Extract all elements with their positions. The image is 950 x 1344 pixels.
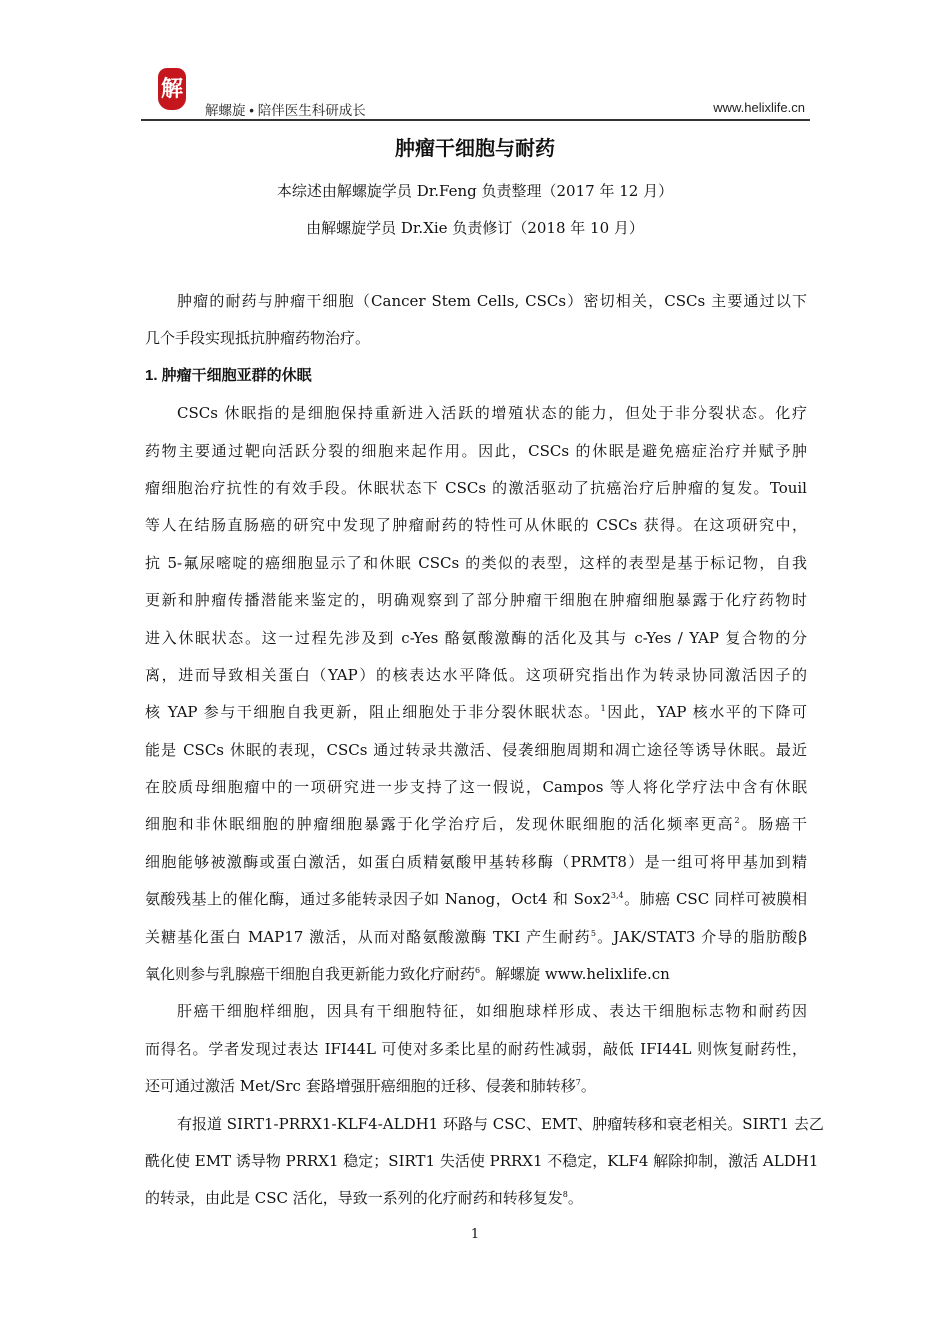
text-line xyxy=(145,627,807,664)
text-line xyxy=(145,963,807,1000)
text-segment: 药物主要通过靶向活跃分裂的细胞来起作用。因此，CSCs 的休眠是避免癌症治疗并赋予肿 xyxy=(145,441,807,460)
text-segment: 。 xyxy=(567,1189,583,1208)
text-line xyxy=(145,1187,807,1224)
text-line xyxy=(145,739,807,776)
text-segment: 。 xyxy=(580,1077,596,1096)
text-segment: 。肺癌 CSC 同样可被膜相 xyxy=(623,890,807,909)
text-segment: 的转录，由此是 CSC 活化，导致一系列的化疗耐药和转移复发 xyxy=(145,1189,563,1208)
text-line xyxy=(145,402,807,439)
text-segment: 抗 5-氟尿嘧啶的癌细胞显示了和休眠 CSCs 的类似的表型，这样的表型是基于标记物，自我 xyxy=(145,553,807,572)
subtitle-reviser: 由解螺旋学员 Dr.Xie 负责修订（2018 年 10 月） xyxy=(306,219,644,237)
citation-superscript: 5 xyxy=(590,928,596,938)
text-segment: 1. 肿瘤干细胞亚群的休眠 xyxy=(145,366,312,384)
text-line xyxy=(145,888,807,925)
helix-logo-seal xyxy=(158,68,186,110)
text-line xyxy=(145,589,807,626)
text-segment: 氧化则参与乳腺癌干细胞自我更新能力致化疗耐药 xyxy=(145,965,476,984)
text-line xyxy=(145,514,807,551)
text-segment: 肿瘤的耐药与肿瘤干细胞（Cancer Stem Cells, CSCs）密切相关，CSCs 主要通过以下 xyxy=(177,292,807,310)
citation-superscript: 3,4 xyxy=(610,891,624,901)
text-line xyxy=(145,1075,807,1112)
header-divider xyxy=(141,119,810,121)
text-segment: 能是 CSCs 休眠的表现，CSCs 通过转录共激活、侵袭细胞周期和凋亡途径等诱导休眠。最近 xyxy=(145,740,807,759)
text-segment: 在胶质母细胞瘤中的一项研究进一步支持了这一假说，Campos 等人将化学疗法中含有休眠 xyxy=(145,778,807,797)
text-segment: 酰化使 EMT 诱导物 PRRX1 稳定；SIRT1 失活使 PRRX1 不稳定，KLF4 解除抑制，激活 ALDH1 xyxy=(145,1151,819,1170)
text-line xyxy=(145,1113,824,1150)
text-segment: 细胞能够被激酶或蛋白激活，如蛋白质精氨酸甲基转移酶（PRMT8）是一组可将甲基加到精 xyxy=(145,852,807,871)
document-body xyxy=(145,290,824,1225)
text-line xyxy=(145,926,807,963)
text-line xyxy=(145,552,807,589)
text-segment: 瘤细胞治疗抗性的有效手段。休眠状态下 CSCs 的激活驱动了抗癌治疗后肿瘤的复发。Touil xyxy=(145,478,807,497)
text-segment: 关糖基化蛋白 MAP17 激活，从而对酪氨酸激酶 TKI 产生耐药 xyxy=(145,927,591,946)
text-segment: 因此，YAP 核水平的下降可 xyxy=(605,703,808,722)
text-line xyxy=(145,327,807,364)
text-line xyxy=(145,440,807,477)
text-segment: 等人在结肠直肠癌的研究中发现了肿瘤耐药的特性可从休眠的 CSCs 获得。在这项研究中， xyxy=(145,516,807,535)
text-segment: 。解螺旋 www.helixlife.cn xyxy=(480,965,670,984)
citation-superscript: 1 xyxy=(600,704,606,714)
page-number: 1 xyxy=(470,1227,480,1242)
document-title: 肿瘤干细胞与耐药 xyxy=(395,138,555,160)
text-line xyxy=(145,851,807,888)
section-heading xyxy=(145,365,807,402)
text-line xyxy=(145,1150,819,1187)
text-line xyxy=(145,365,807,402)
logo-glyph: 解 xyxy=(160,76,183,102)
text-line xyxy=(145,701,807,738)
text-segment: 氨酸残基上的催化酶，通过多能转录因子如 Nanog，Oct4 和 Sox2 xyxy=(145,890,611,909)
text-segment: 有报道 SIRT1-PRRX1-KLF4-ALDH1 环路与 CSC、EMT、肿瘤转移和衰老相关。SIRT1 去乙 xyxy=(177,1114,824,1133)
text-line xyxy=(145,664,807,701)
text-segment: 几个手段实现抵抗肿瘤药物治疗。 xyxy=(145,329,371,348)
text-segment: 而得名。学者发现过表达 IFI44L 可使对多柔比星的耐药性减弱，敲低 IFI44L 则恢复耐药性， xyxy=(145,1039,807,1058)
subtitle-compiler: 本综述由解螺旋学员 Dr.Feng 负责整理（2017 年 12 月） xyxy=(276,182,674,200)
text-line xyxy=(145,290,807,327)
text-segment: 。肠癌干 xyxy=(739,815,807,834)
citation-superscript: 7 xyxy=(575,1078,581,1088)
paragraph xyxy=(145,290,807,365)
citation-superscript: 6 xyxy=(475,966,481,976)
text-segment: 肝癌干细胞样细胞，因具有干细胞特征，如细胞球样形成、表达干细胞标志物和耐药因 xyxy=(177,1002,807,1021)
text-line xyxy=(145,1038,807,1075)
paragraph xyxy=(145,402,807,1000)
text-segment: 。JAK/STAT3 介导的脂肪酸β xyxy=(595,927,807,946)
text-segment: 离，进而导致相关蛋白（YAP）的核表达水平降低。这项研究指出作为转录协同激活因子的 xyxy=(145,665,807,684)
paragraph xyxy=(145,1113,824,1225)
text-segment: 进入休眠状态。这一过程先涉及到 c-Yes 酪氨酸激酶的活化及其与 c-Yes / YAP 复合物的分 xyxy=(145,628,807,647)
header-url: www.helixlife.cn xyxy=(713,100,805,115)
text-segment: 还可通过激活 Met/Src 套路增强肝癌细胞的迁移、侵袭和肺转移 xyxy=(145,1077,576,1096)
brand-slogan: 解螺旋 • 陪伴医生科研成长 xyxy=(205,103,366,118)
text-line xyxy=(145,477,807,514)
text-line xyxy=(145,776,807,813)
citation-superscript: 8 xyxy=(562,1190,568,1200)
text-segment: CSCs 休眠指的是细胞保持重新进入活跃的增殖状态的能力，但处于非分裂状态。化疗 xyxy=(177,404,807,423)
paragraph xyxy=(145,1000,807,1112)
text-segment: 核 YAP 参与干细胞自我更新，阻止细胞处于非分裂休眠状态。 xyxy=(145,703,601,722)
text-segment: 细胞和非休眠细胞的肿瘤细胞暴露于化学治疗后，发现休眠细胞的活化频率更高 xyxy=(145,815,735,834)
text-line xyxy=(145,813,807,850)
text-line xyxy=(145,1000,807,1037)
text-segment: 更新和肿瘤传播潜能来鉴定的，明确观察到了部分肿瘤干细胞在肿瘤细胞暴露于化疗药物时 xyxy=(145,591,807,610)
citation-superscript: 2 xyxy=(734,816,740,826)
